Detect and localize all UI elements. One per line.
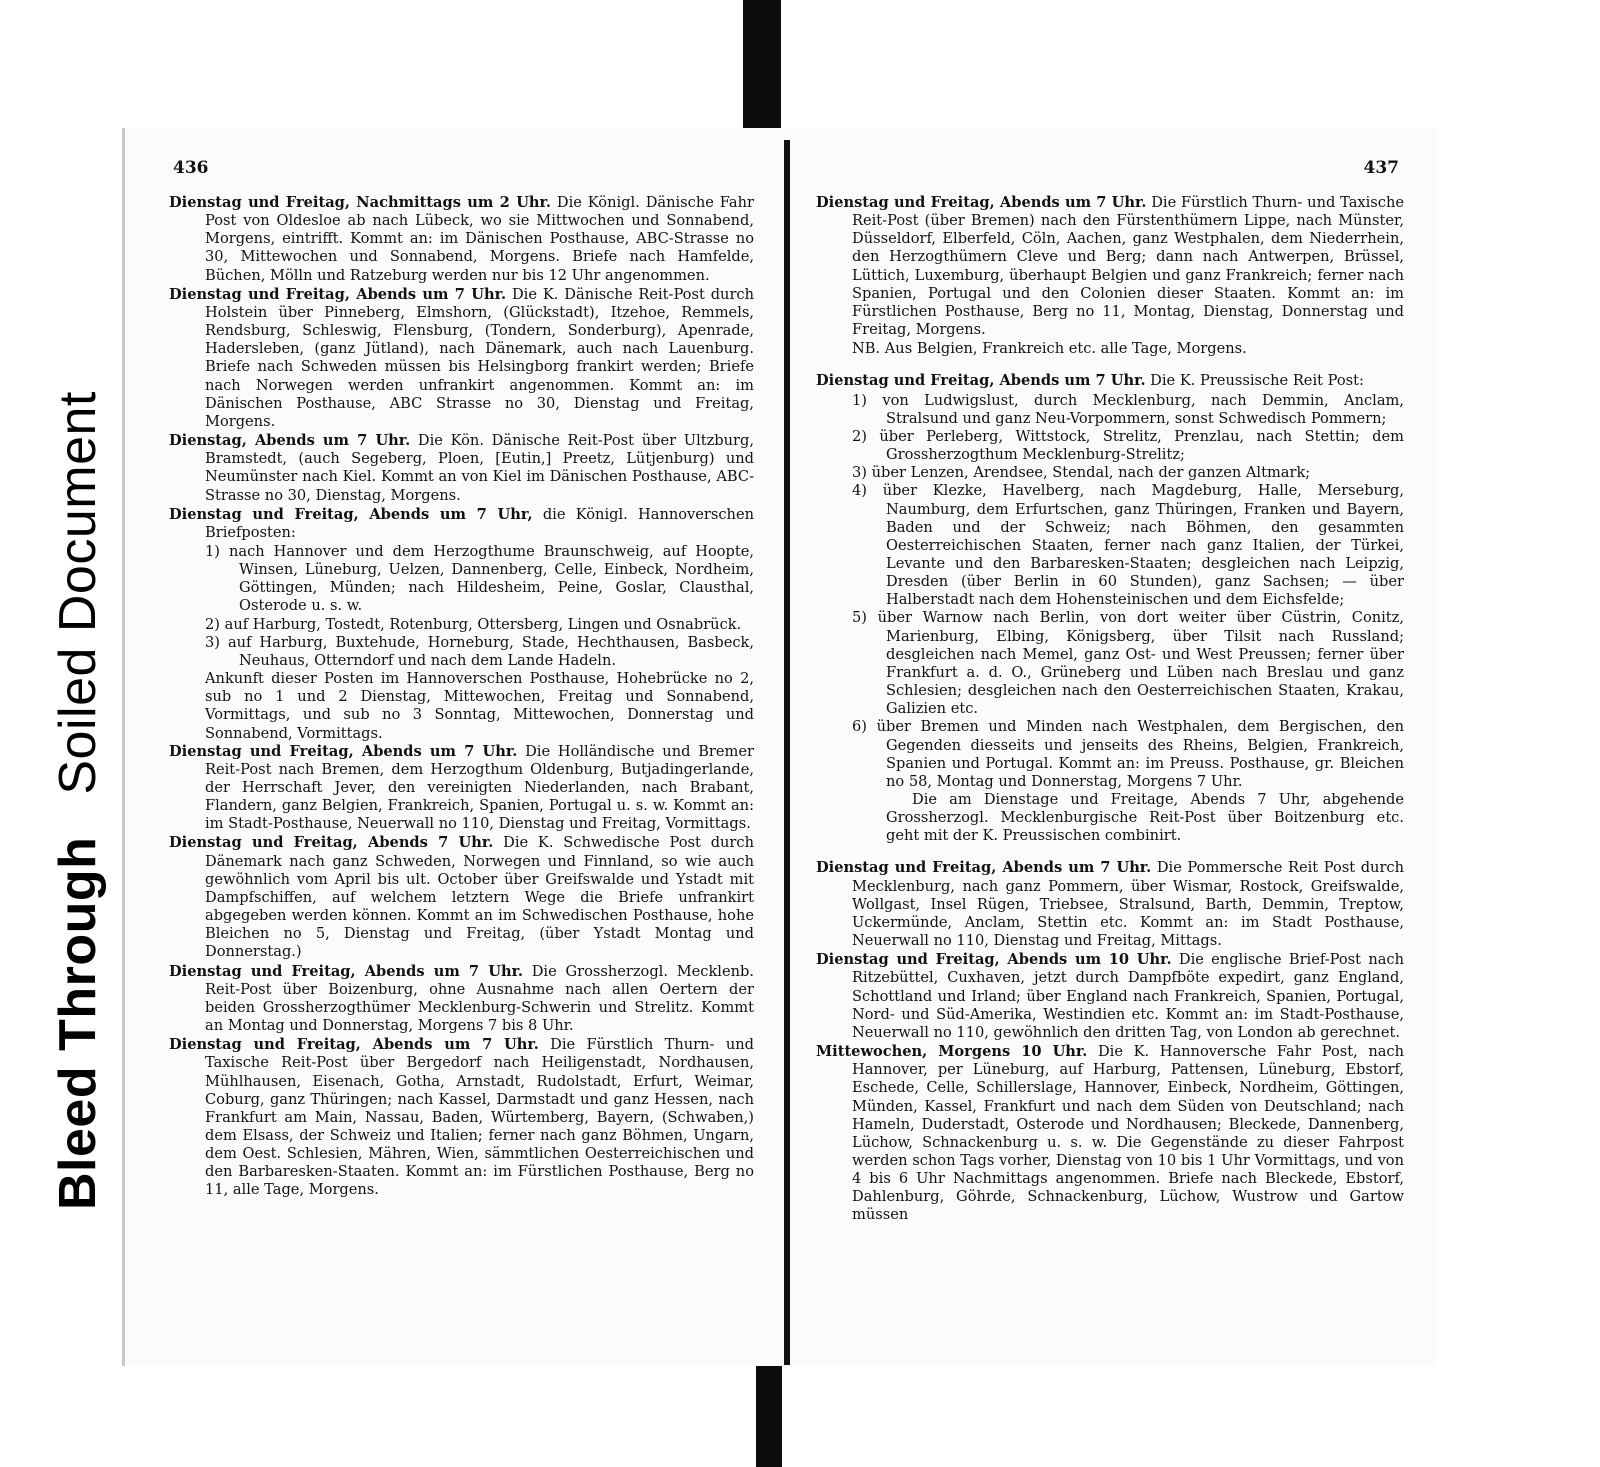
preuss-sub-4: 4) über Klezke, Havelberg, nach Magdeburg, Halle, Merseburg, Naumburg, dem Erfurtschen, ganz Thüringen, Franken und Bayern, Baden und der Schweiz; nach Böhmen, den gesammten Oesterreichischen Staaten, ferner nach ganz Italien, der Türkei, Levante und den Barbaresken-Staaten; desgleichen nach Leipzig, Dresden (über Berlin in 60 Stunden), ganz Sachsen; — über Halberstadt nach dem Hohensteinischen und dem Eichsfelde;: [852, 482, 1404, 609]
left-page: [122, 128, 790, 1366]
left-entry-4: Dienstag und Freitag, Abends um 7 Uhr, die Königl. Hannoverschen Briefposten:: [169, 505, 754, 541]
left-page-text: [169, 194, 754, 1201]
binder-clip-top: [743, 0, 781, 130]
hann-sub-2: 2) auf Harburg, Tostedt, Rotenburg, Ottersberg, Lingen und Osnabrück.: [205, 615, 742, 633]
left-entry-5: Dienstag und Freitag, Abends um 7 Uhr. Die Holländische und Bremer Reit-Post nach Bremen, dem Herzogthum Oldenburg, Butjadingerlande, der Herrschaft Jever, den vereinigten Niederlanden, nach Brabant, Flandern, ganz Belgien, Frankreich, Spanien, Portugal u. s. w. Kommt an: im Stadt-Posthause, Neuerwall no 110, Dienstag und Freitag, Vormittags.: [169, 742, 754, 833]
preuss-sub-2: 2) über Perleberg, Wittstock, Strelitz, Prenzlau, nach Stettin; dem Grossherzogthum Mecklenburg-Strelitz;: [852, 427, 1404, 464]
preuss-sub-3: 3) über Lenzen, Arendsee, Stendal, nach der ganzen Altmark;: [852, 464, 1311, 482]
right-entry-5: Mittewochen, Morgens 10 Uhr. Die K. Hannoversche Fahr Post, nach Hannover, per Lüneburg, auf Harburg, Pattensen, Lüneburg, Ebstorf, Eschede, Celle, Schillerslage, Hannover, Einbeck, Nordheim, Göttingen, Münden, Kassel, Frankfurt und nach dem Süden von Deutschland; nach Hameln, Duderstadt, Osterode und Nordhausen; Bleckede, Dannenberg, Lüchow, Schnackenburg u. s. w. Die Gegenstände zu dieser Fahrpost werden schon Tags vorher, Dienstag von 10 bis 1 Uhr Vormittags, und von 4 bis 6 Uhr Nachmittags angenommen. Briefe nach Bleckede, Ebstorf, Dahlenburg, Göhrde, Schnackenburg, Lüchow, Wustrow und Gartow müssen: [816, 1043, 1404, 1224]
preuss-sub-6: 6) über Bremen und Minden nach Westphalen, dem Bergischen, den Gegenden diesseits und jenseits des Rheins, Belgien, Frankreich, Spanien und Portugal. Kommt an: im Preuss. Posthause, gr. Bleichen no 58, Montag und Donnerstag, Morgens 7 Uhr.: [852, 718, 1404, 790]
left-entry-3: Dienstag, Abends um 7 Uhr. Die Kön. Dänische Reit-Post über Ultzburg, Bramstedt, (auch Segeberg, Ploen, [Eutin,] Preetz, Lütjenburg) und Neumünster nach Kiel. Kommt an von Kiel im Dänischen Posthause, ABC-Strasse no 30, Dienstag, Morgens.: [169, 432, 754, 504]
right-entry-1-note: NB. Aus Belgien, Frankreich etc. alle Tage, Morgens.: [852, 340, 1247, 358]
page-number-left: 436: [173, 158, 209, 178]
right-entry-2: Dienstag und Freitag, Abends um 7 Uhr. Die K. Preussische Reit Post:: [816, 372, 1364, 390]
left-entry-7: Dienstag und Freitag, Abends um 7 Uhr. Die Grossherzogl. Mecklenb. Reit-Post über Boizenburg, ohne Ausnahme nach allen Oertern der beiden Grossherzogthümer Mecklenburg-Schwerin und Strelitz. Kommt an Montag und Donnerstag, Morgens 7 bis 8 Uhr.: [169, 962, 754, 1035]
binder-clip-bottom: [756, 1365, 782, 1467]
side-label: [48, 391, 108, 1210]
left-entry-8: Dienstag und Freitag, Abends um 7 Uhr. Die Fürstlich Thurn- und Taxische Reit-Post über Bergedorf nach Heiligenstadt, Nordhausen, Mühlhausen, Eisenach, Gotha, Arnstadt, Rudolstadt, Erfurt, Weimar, Coburg, ganz Thüringen; nach Kassel, Darmstadt und ganz Hessen, nach Frankfurt am Main, Nassau, Baden, Würtemberg, Bayern, (Schwaben,) dem Elsass, der Schweiz und Italien; ferner nach ganz Böhmen, Ungarn, dem Oest. Schlesien, Mähren, Wien, sämmtlichen Oesterreichischen und den Barbaresken-Staaten. Kommt an: im Fürstlichen Posthause, Berg no 11, alle Tage, Morgens.: [169, 1036, 754, 1199]
soiled-document-label: Soiled Document: [49, 391, 107, 795]
hann-sub-3: 3) auf Harburg, Buxtehude, Horneburg, Stade, Hechthausen, Basbeck, Neuhaus, Otterndorf und nach dem Lande Hadeln.: [205, 633, 754, 669]
preuss-sub-5: 5) über Warnow nach Berlin, von dort weiter über Cüstrin, Conitz, Marienburg, Elbing, Königsberg, über Tilsit nach Russland; desgleichen nach Memel, ganz Ost- und West Preussen; ferner über Frankfurt a. d. O., Grüneberg und Lüben nach Breslau und ganz Schlesien; desgleichen nach den Oesterreichischen Staaten, Krakau, Galizien etc.: [852, 609, 1404, 718]
left-entry-1: Dienstag und Freitag, Nachmittags um 2 Uhr. Die Königl. Dänische Fahr Post von Oldesloe ab nach Lübeck, wo sie Mittwochen und Sonnabend, Morgens, eintrifft. Kommt an: im Dänischen Posthause, ABC-Strasse no 30, Mittewochen und Sonnabend, Morgens. Briefe nach Hamfelde, Büchen, Mölln und Ratzeburg werden nur bis 12 Uhr angenommen.: [169, 194, 754, 284]
left-entry-2: Dienstag und Freitag, Abends um 7 Uhr. Die K. Dänische Reit-Post durch Holstein über Pinneberg, Elmshorn, (Glückstadt), Itzehoe, Remmels, Rendsburg, Schleswig, Flensburg, (Tondern, Sonderburg), Apenrade, Hadersleben, (ganz Jütland), nach Dänemark, auch nach Lauenburg. Briefe nach Schweden müssen bis Helsingborg frankirt werden; Briefe nach Norwegen werden unfrankirt angenommen. Kommt an: im Dänischen Posthause, ABC Strasse no 30, Dienstag und Freitag, Morgens.: [169, 285, 755, 430]
bleed-through-label: Bleed Through: [49, 836, 107, 1210]
left-entry-6: Dienstag und Freitag, Abends 7 Uhr. Die K. Schwedische Post durch Dänemark nach ganz Schweden, Norwegen und Finnland, so wie auch gewöhnlich vom April bis ult. October über Greifswalde und Ystadt mit Dampfschiffen, auf welchem letztern Wege die Briefe unfrankirt abgegeben werden können. Kommt an im Schwedischen Posthause, hohe Bleichen no 5, Dienstag und Freitag, (über Ystadt Montag und Donnerstag.): [169, 834, 754, 961]
page-number-right: 437: [1363, 158, 1399, 178]
hann-note: Ankunft dieser Posten im Hannoverschen Posthause, Hohebrücke no 2, sub no 1 und 2 Dienstag, Mittewochen, Freitag und Sonnabend, Vormittags, und sub no 3 Sonntag, Mittewochen, Donnerstag und Sonnabend, Vormittags.: [205, 670, 754, 742]
right-entry-3: Dienstag und Freitag, Abends um 7 Uhr. Die Pommersche Reit Post durch Mecklenburg, nach ganz Pommern, über Wismar, Rostock, Greifswalde, Wollgast, Insel Rügen, Triebsee, Stralsund, Barth, Demmin, Treptow, Uckermünde, Anclam, Stettin etc. Kommt an: im Stadt Posthause, Neuerwall no 110, Dienstag und Freitag, Mittags.: [816, 859, 1405, 950]
preuss-sub-1: 1) von Ludwigslust, durch Mecklenburg, nach Demmin, Anclam, Stralsund und ganz Neu-Vorpommern, sonst Schwedisch Pommern;: [852, 391, 1404, 427]
right-entry-4: Dienstag und Freitag, Abends um 10 Uhr. Die englische Brief-Post nach Ritzebüttel, Cuxhaven, jetzt durch Dampfböte expedirt, ganz England, Schottland und Irland; über England nach Frankreich, Spanien, Portugal, Nord- und Süd-Amerika, Westindien etc. Kommt an: im Stadt-Posthause, Neuerwall no 110, gewöhnlich den dritten Tag, von London ab gerechnet.: [816, 951, 1404, 1041]
right-page: [790, 128, 1437, 1366]
right-entry-1: Dienstag und Freitag, Abends um 7 Uhr. Die Fürstlich Thurn- und Taxische Reit-Post (über Bremen) nach den Fürstenthümern Lippe, nach Münster, Düsseldorf, Elberfeld, Cöln, Aachen, ganz Westphalen, dem Niederrhein, den Herzogthümern Cleve und Berg; dann nach Antwerpen, Brüssel, Lüttich, Luxemburg, überhaupt Belgien und ganz Frankreich; ferner nach Spanien, Portugal und den Colonien dieser Staaten. Kommt an: im Fürstlichen Posthause, Berg no 11, Montag, Dienstag, Donnerstag und Freitag, Morgens.: [816, 194, 1404, 339]
hann-sub-1: 1) nach Hannover und dem Herzogthume Braunschweig, auf Hoopte, Winsen, Lüneburg, Uelzen, Dannenberg, Celle, Einbeck, Nordheim, Göttingen, Münden; nach Hildesheim, Peine, Goslar, Clausthal, Osterode u. s. w.: [205, 542, 754, 615]
right-page-text: [816, 194, 1404, 1226]
preuss-note: Die am Dienstage und Freitage, Abends 7 Uhr, abgehende Grossherzogl. Mecklenburgische Reit-Post über Boitzenburg etc. geht mit der K. Preussischen combinirt.: [886, 791, 1404, 845]
